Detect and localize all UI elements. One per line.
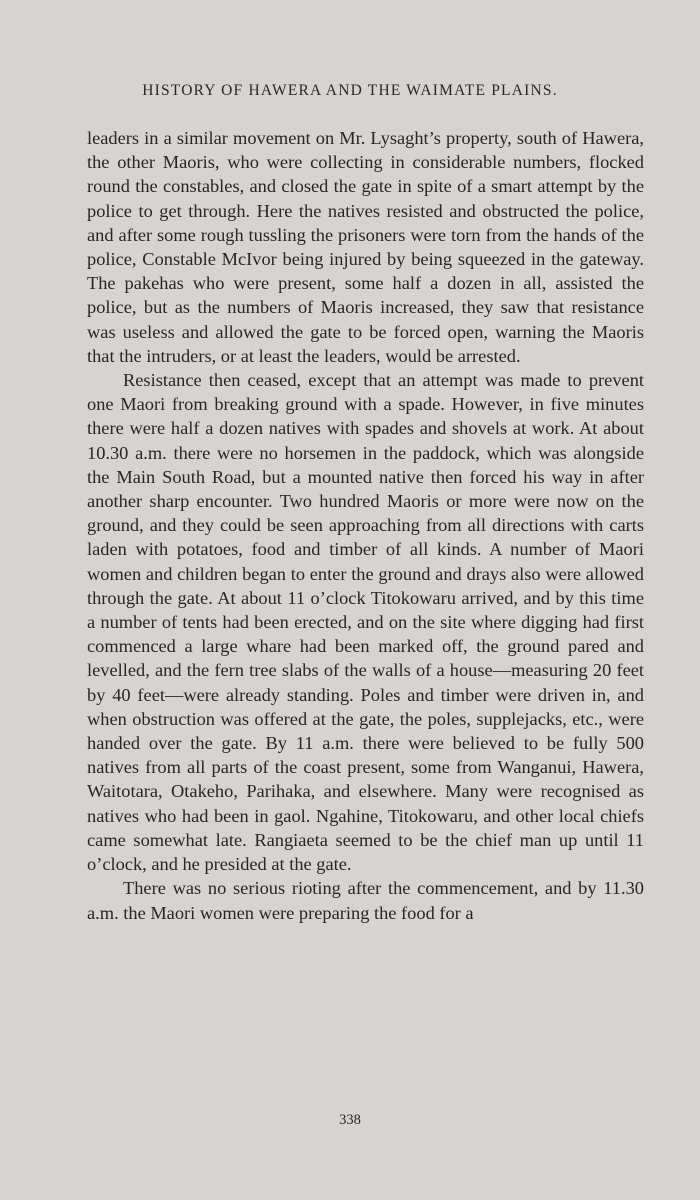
paragraph-1: leaders in a similar movement on Mr. Lysaght’s property, south of Hawera, the other Maoris, who were collecting in considerable numbers, flocked round the constables, and closed the gate in spite of a smart attempt by the police to get through. Here the natives resisted and obstructed the police, and after some rough tussling the prisoners were torn from the hands of the police, Constable McIvor being injured by being squeezed in the gateway. The pakehas who were present, some half a dozen in all, assisted the police, but as the numbers of Maoris increased, they saw that resistance was useless and allowed the gate to be forced open, warning the Maoris that the intruders, or at least the leaders, would be arrested.	[87, 128, 644, 366]
paragraph-2: Resistance then ceased, except that an attempt was made to prevent one Maori from breaking ground with a spade. However, in five minutes there were half a dozen natives with spades and shovels at work. At about 10.30 a.m. there were no horsemen in the paddock, which was alongside the Main South Road, but a mounted native then forced his way in after another sharp encounter. Two hundred Maoris or more were now on the ground, and they could be seen approaching from all directions with carts laden with potatoes, food and timber of all kinds. A number of Maori women and children began to enter the ground and drays also were allowed through the gate. At about 11 o’clock Titokowaru arrived, and by this time a number of tents had been erected, and on the site where digging had first commenced a large whare had been marked off, the ground pared and levelled, and the fern tree slabs of the walls of a house—measuring 20 feet by 40 feet—were already standing. Poles and timber were driven in, and when obstruction was offered at the gate, the poles, supplejacks, etc., were handed over the gate. By 11 a.m. there were believed to be fully 500 natives from all parts of the coast present, some from Wanganui, Hawera, Waitotara, Otakeho, Parihaka, and elsewhere. Many were recognised as natives who had been in gaol. Ngahine, Titokowaru, and other local chiefs came somewhat late. Rangiaeta seemed to be the chief man up until 11 o’clock, and he presided at the gate.	[87, 370, 644, 875]
body-text	[87, 126, 644, 925]
running-head: HISTORY OF HAWERA AND THE WAIMATE PLAINS.	[142, 82, 558, 99]
paragraph-3: There was no serious rioting after the commencement, and by 11.30 a.m. the Maori women were preparing the food for a	[87, 878, 644, 923]
page-number: 338	[339, 1112, 361, 1128]
